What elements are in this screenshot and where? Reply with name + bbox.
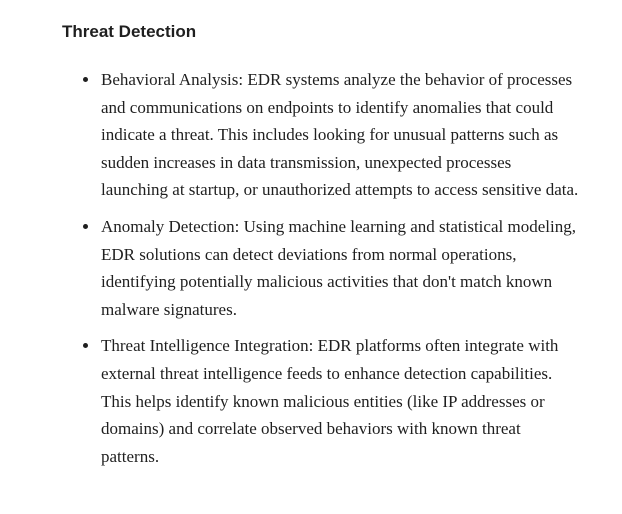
list-item-threat-intelligence: [62, 332, 582, 470]
list-item-text: Threat Intelligence Integration: EDR platforms often integrate with external threat intelligence feeds to enhance detection capabilities. This helps identify known malicious entities (like IP addresses or domains) and correlate observed behaviors with known threat patterns.: [101, 336, 559, 466]
list-item-text: Behavioral Analysis: EDR systems analyze the behavior of processes and communications on endpoints to identify anomalies that could indicate a threat. This includes looking for unusual patterns such as sudden increases in data transmission, unexpected processes launching at startup, or unauthorized attempts to access sensitive data.: [101, 70, 579, 200]
list-item-behavioral-analysis: [62, 66, 582, 204]
list-item-anomaly-detection: [62, 213, 582, 323]
bullet-list: [62, 66, 582, 470]
section-heading: Threat Detection: [62, 22, 197, 41]
bullet-icon: [83, 77, 88, 82]
bullet-icon: [83, 224, 88, 229]
list-item-text: Anomaly Detection: Using machine learning and statistical modeling, EDR solutions can detect deviations from normal operations, identifying potentially malicious activities that don't match known malware signatures.: [101, 216, 576, 319]
content-area: [62, 18, 582, 479]
bullet-icon: [83, 343, 88, 348]
